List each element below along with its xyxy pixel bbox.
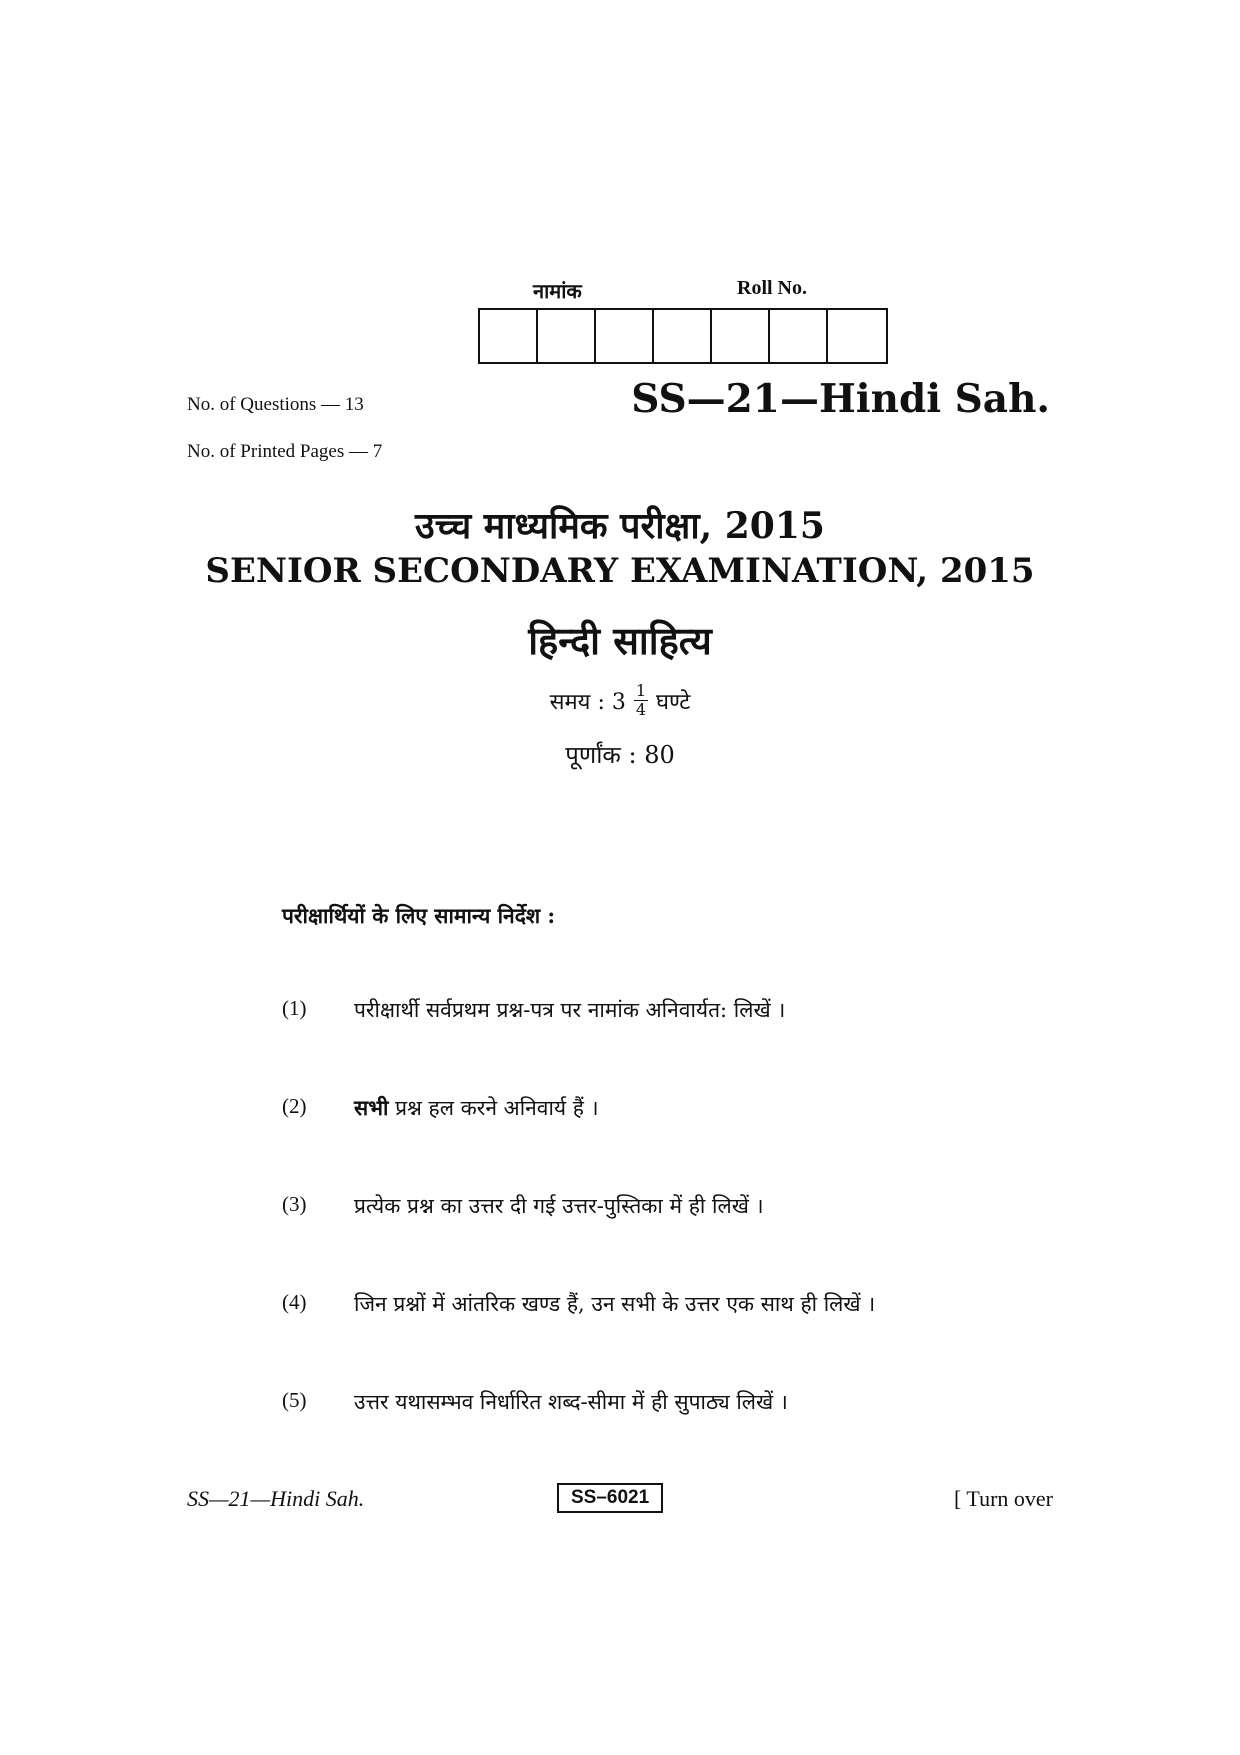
instruction-item <box>282 1192 764 1220</box>
number-of-questions: No. of Questions — 13 <box>187 394 364 415</box>
instruction-number: (3) <box>282 1192 307 1216</box>
roll-label-hindi: नामांक <box>533 279 582 303</box>
instruction-text <box>354 1094 599 1122</box>
paper-code: SS—21—Hindi Sah. <box>631 376 1050 422</box>
fraction-denominator: 4 <box>635 700 647 719</box>
instruction-number: (2) <box>282 1094 307 1118</box>
subject-title: हिन्दी साहित्य <box>528 618 712 663</box>
instruction-item <box>282 996 785 1024</box>
instruction-text-rest: प्रश्न हल करने अनिवार्य हैं । <box>388 1096 599 1120</box>
exam-title-hindi: उच्च माध्यमिक परीक्षा, 2015 <box>415 505 825 547</box>
roll-box <box>712 310 770 362</box>
instruction-item <box>282 1094 599 1122</box>
instruction-text: परीक्षार्थी सर्वप्रथम प्रश्न-पत्र पर नामांक अनिवार्यत: लिखें । <box>354 998 786 1022</box>
time-fraction <box>634 683 648 718</box>
instructions-heading: परीक्षार्थियों के लिए सामान्य निर्देश : <box>282 903 556 928</box>
instruction-text: प्रत्येक प्रश्न का उत्तर दी गई उत्तर-पुस्तिका में ही लिखें । <box>354 1194 764 1218</box>
roll-box <box>480 310 538 362</box>
time-label: समय : 3 <box>549 689 626 715</box>
roll-box <box>654 310 712 362</box>
instruction-text: जिन प्रश्नों में आंतरिक खण्ड हैं, उन सभी के उत्तर एक साथ ही लिखें । <box>354 1292 876 1316</box>
footer-paper-code: SS—21—Hindi Sah. <box>187 1486 365 1511</box>
number-of-pages: No. of Printed Pages — 7 <box>187 441 383 462</box>
roll-box <box>596 310 654 362</box>
roll-box <box>538 310 596 362</box>
roll-box <box>770 310 828 362</box>
instruction-number: (5) <box>282 1388 307 1412</box>
fraction-numerator: 1 <box>635 681 647 700</box>
maximum-marks: पूर्णांक : 80 <box>565 741 675 769</box>
turn-over-note: [ Turn over <box>953 1486 1053 1511</box>
roll-box <box>828 310 886 362</box>
roll-label-english: Roll No. <box>737 277 807 299</box>
instruction-text: उत्तर यथासम्भव निर्धारित शब्द-सीमा में ही सुपाठ्य लिखें । <box>354 1390 788 1414</box>
instruction-item <box>282 1290 875 1318</box>
footer-serial-code: SS–6021 <box>557 1483 663 1513</box>
instruction-emphasis: सभी <box>354 1095 389 1120</box>
roll-number-boxes <box>478 308 888 364</box>
time-allowed <box>0 683 1240 718</box>
instruction-item <box>282 1388 788 1416</box>
time-unit: घण्टे <box>656 689 691 715</box>
instruction-number: (4) <box>282 1290 307 1314</box>
instruction-number: (1) <box>282 996 307 1020</box>
exam-title-english: SENIOR SECONDARY EXAMINATION, 2015 <box>205 551 1035 591</box>
